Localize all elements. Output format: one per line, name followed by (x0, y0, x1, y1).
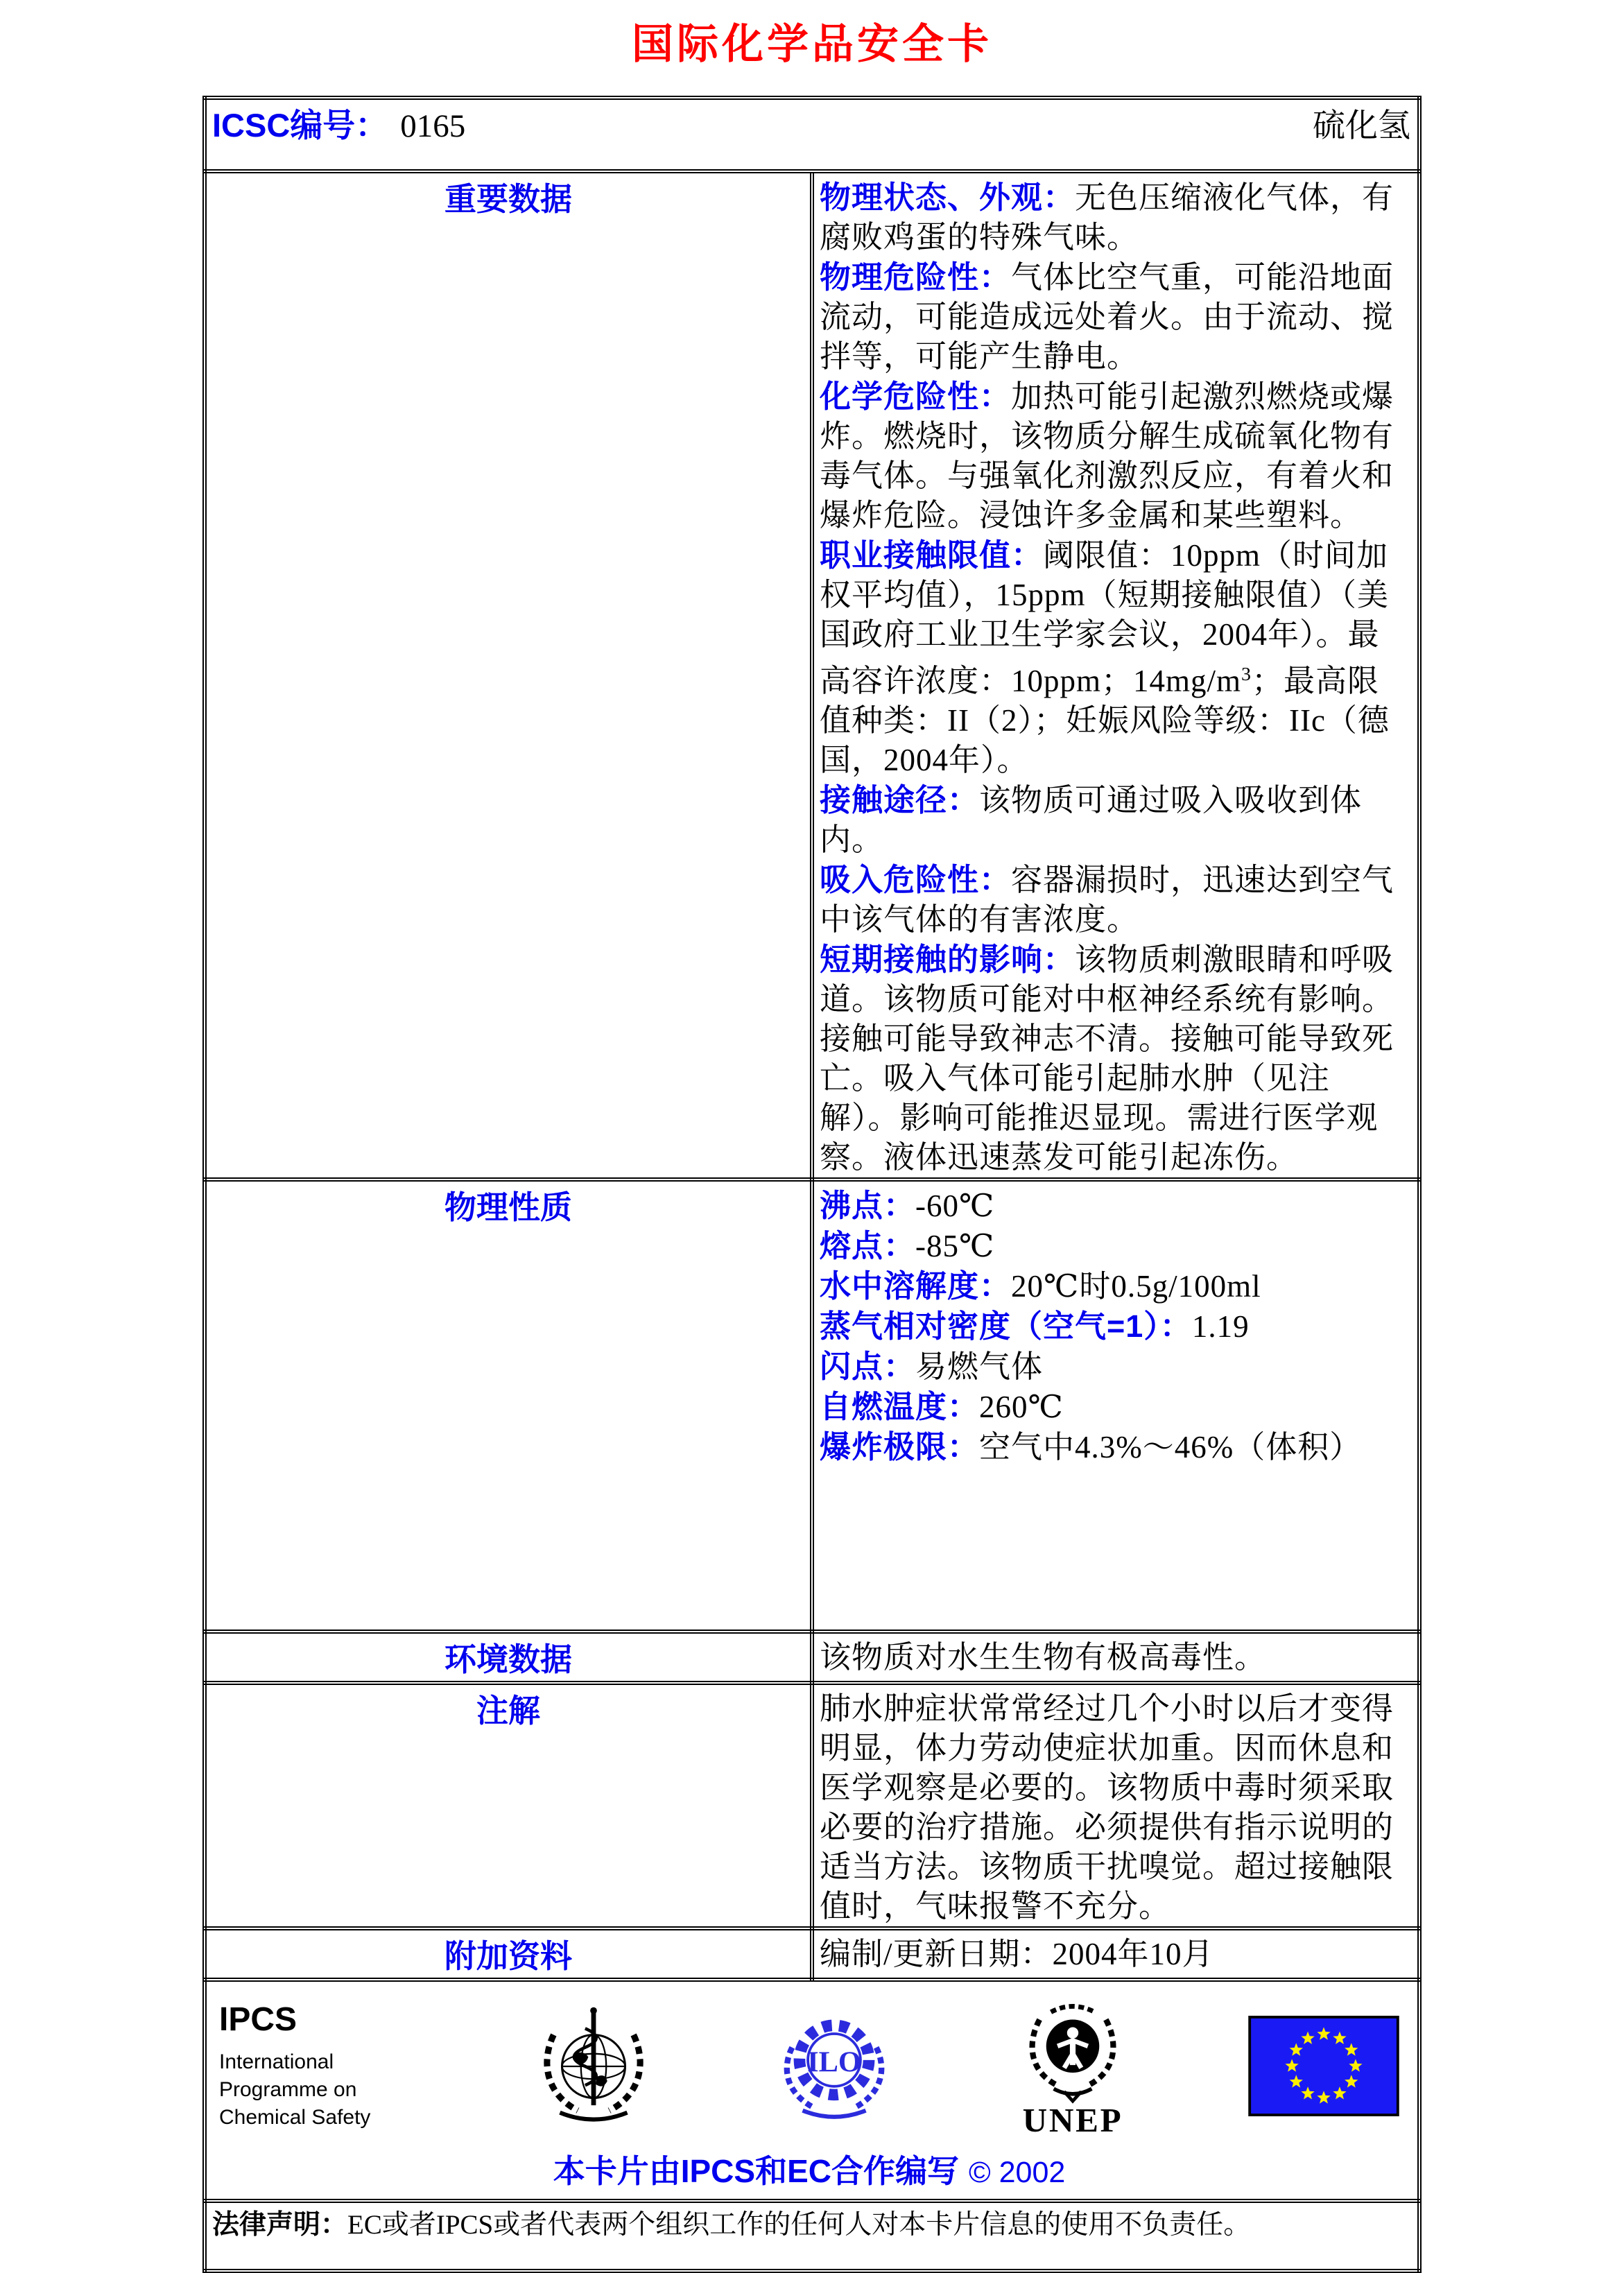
field-chemical-danger: 化学危险性：加热可能引起激烈燃烧或爆炸。燃烧时，该物质分解生成硫氧化物有毒气体。与强氧化剂激烈反应，有着火和爆炸危险。浸蚀许多金属和某些塑料。 (820, 379, 1394, 533)
field-inhalation-risk: 吸入危险性：容器漏损时，迅速达到空气中该气体的有害浓度。 (820, 862, 1394, 937)
field-melting-point: 熔点：-85℃ (820, 1228, 995, 1263)
field-boiling-point: 沸点：-60℃ (820, 1188, 995, 1223)
additional-info-content: 编制/更新日期：2004年10月 (812, 1928, 1419, 1980)
ipcs-acronym: IPCS (219, 2001, 297, 2038)
field-occupational-exposure-limits: 职业接触限值：阈限值：10ppm（时间加权平均值），15ppm（短期接触限值）（美国政府工业卫生学家会议，2004年）。最高容许浓度：10ppm；$14mg/m^3$；最高限值种类：II（2）；妊娠风险等级：IIc（德国，2004年）。 (820, 537, 1390, 777)
field-vapor-density: 蒸气相对密度（空气=1）：1.19 (820, 1308, 1250, 1344)
ilo-logo-icon (771, 2003, 897, 2129)
section-label-notes: 注解 (205, 1683, 812, 1928)
ipcs-text-block (219, 2000, 417, 2132)
unep-letters: UNEP (1022, 2100, 1123, 2137)
field-short-term-effects: 短期接触的影响：该物质刺激眼睛和呼吸道。该物质可能对中枢神经系统有影响。接触可能导致神志不清。接触可能导致死亡。吸入气体可能引起肺水肿（见注解）。影响可能推迟显现。需进行医学观察。液体迅速蒸发可能引起冻伤。 (820, 942, 1394, 1175)
section-label-additional-info: 附加资料 (205, 1928, 812, 1980)
section-label-physical-properties: 物理性质 (205, 1179, 812, 1632)
organizations-row (205, 1980, 1419, 2201)
header-cell (205, 98, 1419, 171)
legal-label: 法律声明： (212, 2210, 348, 2240)
field-exposure-routes: 接触途径：该物质可通过吸入吸收到体内。 (820, 782, 1363, 857)
icsc-number-label: ICSC编号： (212, 107, 388, 144)
eu-flag-icon (1248, 2016, 1399, 2116)
header-row (205, 98, 1419, 171)
field-explosive-limits: 爆炸极限：空气中4.3%～46%（体积） (820, 1429, 1362, 1464)
unep-logo-icon (1011, 1995, 1134, 2137)
credit-line (219, 2146, 1399, 2192)
ilo-letters: ILO (806, 2046, 861, 2079)
ipcs-subtitle-line3: Chemical Safety (219, 2106, 371, 2129)
legal-row (205, 2201, 1419, 2271)
copyright-text: © 2002 (968, 2156, 1066, 2189)
icsc-number-value: 0165 (400, 108, 466, 144)
icsc-table (202, 96, 1422, 2273)
important-data-row (205, 171, 1419, 1179)
ipcs-subtitle-line2: Programme on (219, 2078, 357, 2101)
icsc-number (212, 100, 465, 146)
notes-row (205, 1683, 1419, 1928)
field-water-solubility: 水中溶解度：20℃时0.5g/100ml (820, 1268, 1261, 1304)
physical-properties-row (205, 1179, 1419, 1632)
section-label-environmental-data: 环境数据 (205, 1632, 812, 1683)
legal-cell (205, 2201, 1419, 2271)
field-physical-danger: 物理危险性：气体比空气重，可能沿地面流动，可能造成远处着火。由于流动、搅拌等，可能产生静电。 (820, 259, 1394, 374)
field-flash-point: 闪点：易燃气体 (820, 1349, 1044, 1384)
notes-content: 肺水肿症状常常经过几个小时以后才变得明显，体力劳动使症状加重。因而休息和医学观察是必要的。该物质中毒时须采取必要的治疗措施。必须提供有指示说明的适当方法。该物质干扰嗅觉。超过接触限值时，气味报警不充分。 (812, 1683, 1419, 1928)
ipcs-subtitle-line1: International (219, 2050, 334, 2073)
page-title: 国际化学品安全卡 (632, 21, 992, 67)
field-physical-state: 物理状态、外观：无色压缩液化气体，有腐败鸡蛋的特殊气味。 (820, 180, 1394, 254)
physical-properties-content (812, 1179, 1419, 1632)
important-data-content (812, 171, 1419, 1179)
who-logo-icon (530, 2003, 657, 2129)
environmental-data-row (205, 1632, 1419, 1683)
field-autoignition-temperature: 自燃温度：260℃ (820, 1389, 1064, 1424)
chemical-name: 硫化氢 (1313, 108, 1410, 144)
credit-text: 本卡片由IPCS和EC合作编写 (553, 2153, 959, 2189)
legal-text: EC或者IPCS或者代表两个组织工作的任何人对本卡片信息的使用不负责任。 (347, 2210, 1251, 2240)
additional-info-row (205, 1928, 1419, 1980)
section-label-important-data: 重要数据 (205, 171, 812, 1179)
superscript-3: 3 (1241, 664, 1252, 685)
organizations-cell (205, 1980, 1419, 2201)
environmental-data-content: 该物质对水生生物有极高毒性。 (812, 1632, 1419, 1683)
